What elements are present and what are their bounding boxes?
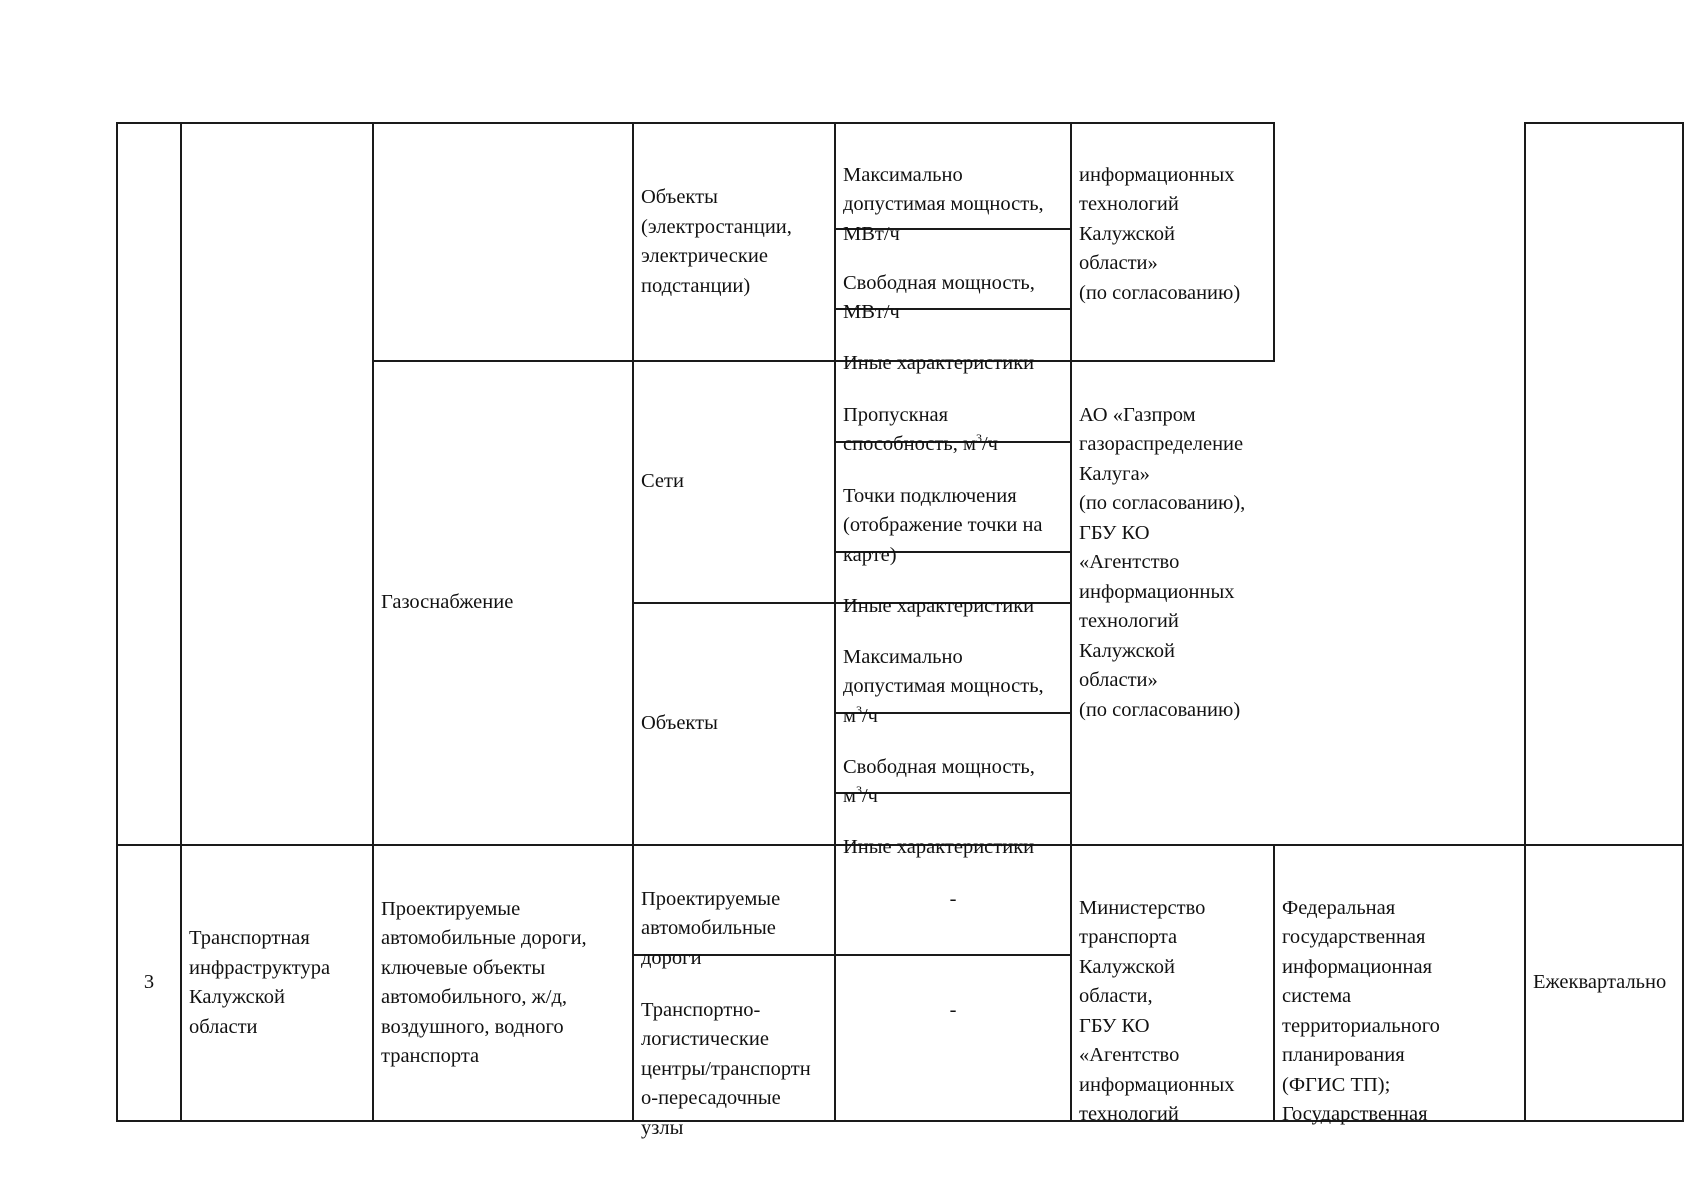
gas-networks-cell <box>634 362 834 602</box>
char-other-gas-objects: Иные характеристики <box>843 835 1035 858</box>
char-free-power-m3: Свободная мощность, $м^3/ч$ <box>843 755 1035 807</box>
char-connection-points: Точки подключения (отображение точки на карте) <box>843 484 1043 566</box>
frequency-label: Ежеквартально <box>1533 971 1667 994</box>
sub-object-roads: Проектируемые автомобильные дороги <box>641 887 781 969</box>
table-top-border-right <box>1524 122 1684 124</box>
row3-system-cell: Федеральная государственная информационная система территориального планирования (ФГИС ТП); Государственная <box>1282 896 1440 1125</box>
col-border <box>1273 122 1275 362</box>
sub-object-logistics: Транспортно- логистические центры/транспортн о-пересадочные узлы <box>641 998 811 1139</box>
row3-name-cell <box>182 846 372 1120</box>
electricity-objects-cell <box>634 124 834 360</box>
char-max-power-m3: Максимально допустимая мощность, $м^3/ч$ <box>843 645 1044 727</box>
objects-group: Проектируемые автомобильные дороги, ключевые объекты автомобильного, ж/д, воздушного, водного транспорта <box>381 897 587 1067</box>
electricity-objects-label: Объекты (электростанции, электрические подстанции) <box>641 186 792 297</box>
gas-objects-cell <box>634 604 834 844</box>
gas-objects-label: Объекты <box>641 712 718 735</box>
col-border <box>1682 122 1684 1122</box>
row3-number-cell <box>118 846 180 1120</box>
char-roads-dash: - <box>949 887 957 910</box>
char-other-electric: Иные характеристики <box>843 351 1035 374</box>
row3-frequency-cell <box>1526 846 1682 1120</box>
gas-networks-label: Сети <box>641 470 684 493</box>
gas-source-cell: АО «Газпром газораспределение Калуга» (по согласованию), ГБУ КО «Агентство информационных технологий Калужской области» (по согласованию) <box>1079 403 1246 721</box>
electricity-source-cell: информационных технологий Калужской области» (по согласованию) <box>1079 163 1241 304</box>
gas-supply-cell <box>374 362 632 844</box>
infrastructure-name: Транспортная инфраструктура Калужской области <box>189 927 331 1038</box>
char-logistics-dash: - <box>949 998 957 1021</box>
char-max-power-mw: Максимально допустимая мощность, МВт/ч <box>843 163 1044 245</box>
char-free-power-mw: Свободная мощность, МВт/ч <box>843 271 1035 323</box>
row-number: 3 <box>143 971 155 994</box>
gas-supply-label: Газоснабжение <box>381 591 514 614</box>
char-throughput: Пропускная способность, $м^3/ч$ <box>843 403 998 455</box>
row3-objects-cell <box>374 846 632 1120</box>
row3-source-cell: Министерство транспорта Калужской области, ГБУ КО «Агентство информационных технологий <box>1079 896 1235 1125</box>
char-other-gas-networks: Иные характеристики <box>843 594 1035 617</box>
